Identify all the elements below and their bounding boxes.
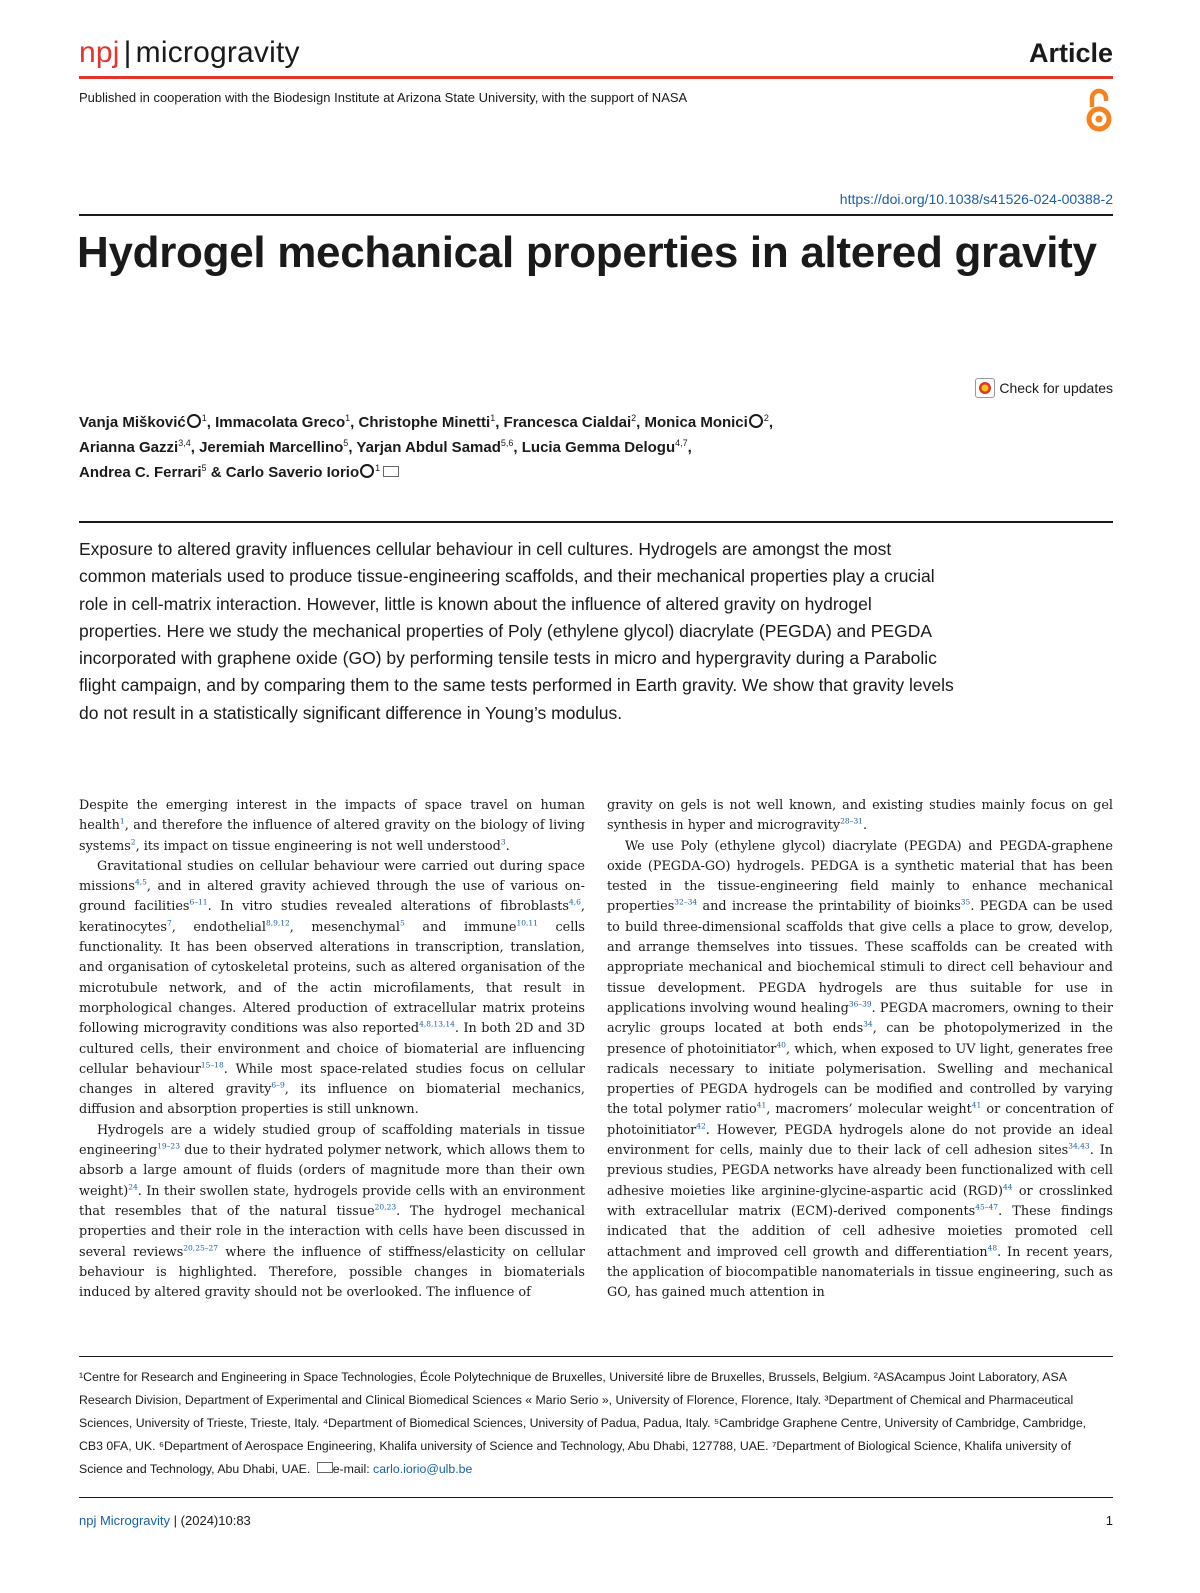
citation-ref[interactable]: 41	[756, 1101, 767, 1111]
citation-ref[interactable]: 10,11	[516, 918, 538, 928]
citation-ref[interactable]: 4,6	[568, 898, 581, 908]
body-column-right	[607, 796, 1113, 1303]
citation-ref[interactable]: 40	[776, 1040, 786, 1050]
footer-separator: |	[173, 1513, 178, 1528]
check-updates-label: Check for updates	[999, 380, 1113, 396]
citation-ref[interactable]: 24	[128, 1182, 138, 1192]
journal-brand[interactable]	[79, 34, 300, 72]
citation-ref[interactable]: 4,5	[134, 877, 147, 887]
citation-ref[interactable]: 28–31	[840, 817, 863, 827]
author-affiliation-sup: 1	[490, 413, 496, 423]
citation-ref[interactable]: 48	[987, 1243, 998, 1253]
author-list	[79, 410, 1120, 485]
citation-ref[interactable]: 19–23	[157, 1141, 180, 1151]
citation-ref[interactable]: 20,25–27	[183, 1243, 219, 1253]
footer-journal-link[interactable]: npj Microgravity	[79, 1513, 171, 1528]
doi-link[interactable]: https://doi.org/10.1038/s41526-024-00388-2	[839, 191, 1113, 207]
author-name[interactable]: Jeremiah Marcellino	[199, 439, 344, 456]
body-column-left	[79, 796, 585, 1303]
orcid-icon[interactable]	[187, 414, 201, 428]
citation-ref[interactable]: 20,23	[374, 1202, 397, 1212]
citation-ref[interactable]: 34	[863, 1020, 873, 1029]
author-name[interactable]: Arianna Gazzi	[79, 439, 179, 456]
journal-header	[79, 34, 1113, 74]
brand-prefix: npj	[79, 36, 120, 69]
check-updates-icon	[975, 378, 995, 398]
author-affiliation-sup: 3,4	[178, 438, 191, 448]
author-name[interactable]: Francesca Cialdai	[503, 414, 632, 431]
author-name[interactable]: Monica Monici	[644, 414, 748, 431]
author-name[interactable]: Yarjan Abdul Samad	[356, 439, 501, 456]
title-rule	[79, 214, 1113, 216]
footer-rule	[79, 1497, 1113, 1498]
body-paragraph: Hydrogels are a widely studied group of scaffolding materials in tissue engineering$^{19-23}$ due to their hydrated polymer network, which allows them to absorb a large amount of fluids (orders of magnitude more than their own weight)$^{24}$. In their swollen state, hydrogels provide cells with an environment that resembles that of the natural tissue$^{20,23}$. The hydrogel mechanical properties and their role in the interaction with cells have been discussed in several reviews$^{20,25-27}$ where the influence of stiffness/elasticity on cellular behaviour is highlighted. Therefore, possible changes in biomaterials induced by altered gravity should not be overlooked. The influence of	[79, 1122, 585, 1301]
email-label: e-mail:	[332, 1462, 370, 1476]
published-note: Published in cooperation with the Biodesign Institute at Arizona State University, with the support of NASA	[79, 90, 688, 105]
author-name[interactable]: Immacolata Greco	[215, 414, 346, 431]
body-paragraph: gravity on gels is not well known, and existing studies mainly focus on gel synthesis in hyper and microgravity$^{28-31}$.	[607, 798, 1113, 834]
affiliations-rule	[79, 1356, 1113, 1357]
orcid-icon[interactable]	[360, 464, 374, 478]
citation-ref[interactable]: 6–11	[189, 898, 208, 908]
citation-ref[interactable]: 4,8,13,14	[419, 1020, 455, 1029]
body-paragraph: Despite the emerging interest in the impacts of space travel on human health$^1$, and therefore the influence of altered gravity on the biology of living systems$^2$, its impact on tissue engineering is not well understood$^3$.	[79, 798, 585, 854]
abstract-rule	[79, 521, 1113, 523]
citation-ref[interactable]: 7	[166, 918, 172, 928]
citation-ref[interactable]: 42	[696, 1121, 706, 1131]
citation-ref[interactable]: 32–34	[674, 898, 698, 908]
citation-ref[interactable]: 2	[130, 837, 136, 847]
author-name[interactable]: Andrea C. Ferrari	[79, 464, 202, 481]
footer-citation	[79, 1513, 251, 1529]
author-name[interactable]: Carlo Saverio Iorio	[225, 464, 360, 481]
check-for-updates-button[interactable]	[975, 378, 1113, 398]
footer-citation-text: (2024)10:83	[180, 1513, 251, 1528]
brand-separator: |	[123, 36, 132, 69]
affiliations	[79, 1366, 1113, 1481]
author-affiliation-sup: 5,6	[500, 438, 514, 448]
citation-ref[interactable]: 5	[400, 918, 405, 928]
body-paragraph: Gravitational studies on cellular behaviour were carried out during space missions$^{4,5}$, and in altered gravity achieved through the use of various on-ground facilities$^{6-11}$. In vitro studies revealed alterations of fibroblasts$^{4,6}$, keratinocytes$^7$, endothelial$^{8,9,12}$, mesenchymal$^5$ and immune$^{10,11}$ cells functionality. It has been observed alterations in transcription, translation, and organisation of cytoskeletal proteins, such as altered organisation of the microtubule network, and of the actin microfilaments, that result in morphological changes. Altered production of extracellular matrix proteins following microgravity conditions was also reported$^{4,8,13,14}$. In both 2D and 3D cultured cells, their environment and choice of biomaterial are influencing cellular behaviour$^{15-18}$. While most space-related studies focus on cellular changes in altered gravity$^{6-9}$, its influence on biomaterial mechanics, diffusion and absorption properties is still unknown.	[79, 858, 586, 1118]
author-affiliation-sup: 2	[763, 413, 769, 423]
author-affiliation-sup: 5	[343, 438, 349, 448]
mail-icon[interactable]	[383, 466, 399, 477]
citation-ref[interactable]: 3	[500, 837, 506, 847]
author-affiliation-sup: 4,7	[675, 438, 688, 448]
citation-ref[interactable]: 6–9	[271, 1080, 285, 1090]
body-paragraph: We use Poly (ethylene glycol) diacrylate (PEGDA) and PEGDA-graphene oxide (PEGDA-GO) hydrogels. PEDGA is a synthetic material that has been tested in the tissue-engineering field mainly to enhance mechanical properties$^{32-34}$ and increase the printability of bioinks$^{35}$. PEGDA can be used to build three-dimensional scaffolds that give cells a place to grow, develop, and arrange themselves into tissues. These scaffolds can be created with appropriate mechanical and biochemical stimuli to direct cell behaviour and tissue development. PEGDA hydrogels are thus suitable for use in applications involving wound healing$^{36-39}$. PEGDA macromers, owning to their acrylic groups located at both ends$^{34}$, can be photopolymerized in the presence of photoinitiator$^{40}$, which, when exposed to UV light, generates free radicals necessary to initiate polymerisation. Swelling and mechanical properties of PEGDA hydrogels can be modified and controlled by varying the total polymer ratio$^{41}$, macromers’ molecular weight$^{41}$ or concentration of photoinitiator$^{42}$. However, PEGDA hydrogels alone do not provide an ideal environment for cells, mainly due to their lack of cell adhesion sites$^{34,43}$. In previous studies, PEGDA networks have already been functionalized with cell adhesive moieties like arginine-glycine-aspartic acid (RGD)$^{44}$ or crosslinked with extracellular matrix (ECM)-derived components$^{45-47}$. These findings indicated that the addition of cell adhesive moieties promoted cell attachment and improved cell growth and differentiation$^{48}$. In recent years, the application of biocompatible nanomaterials in tissue engineering, such as GO, has gained much attention in	[607, 838, 1114, 1301]
email-link[interactable]: carlo.iorio@ulb.be	[373, 1462, 473, 1476]
author-line-2: Arianna Gazzi$^{3,4}$, Jeremiah Marcellino$^5$, Yarjan Abdul Samad$^{5,6}$, Lucia Gemma Delogu$^{4,7}$,	[79, 438, 692, 456]
author-line-1: Vanja Mišković $^1$, Immacolata Greco$^1$, Christophe Minetti$^1$, Francesca Cialdai$^2$, Monica Monici $^2$,	[79, 413, 774, 431]
article-title: Hydrogel mechanical properties in altered gravity	[77, 228, 1097, 277]
author-affiliation-sup: 1	[375, 463, 381, 473]
author-name[interactable]: Christophe Minetti	[358, 414, 491, 431]
citation-ref[interactable]: 45–47	[975, 1202, 999, 1212]
citation-ref[interactable]: 44	[1003, 1182, 1013, 1192]
open-access-icon[interactable]	[1086, 87, 1112, 135]
brand-name: microgravity	[135, 36, 300, 69]
citation-ref[interactable]: 36–39	[848, 999, 872, 1009]
author-name[interactable]: Lucia Gemma Delogu	[521, 439, 676, 456]
author-affiliation-sup: 1	[201, 413, 207, 423]
author-line-3: Andrea C. Ferrari$^5$ & Carlo Saverio Iorio $^1$	[79, 460, 1120, 485]
author-affiliation-sup: 2	[631, 413, 637, 423]
page-number: 1	[1105, 1513, 1113, 1528]
author-affiliation-sup: 1	[345, 413, 351, 423]
header-rule	[79, 76, 1113, 79]
citation-ref[interactable]: 15–18	[200, 1060, 224, 1070]
article-type-label: Article	[1028, 38, 1113, 68]
citation-ref[interactable]: 1	[119, 817, 125, 827]
abstract: Exposure to altered gravity influences cellular behaviour in cell cultures. Hydrogels are amongst the most common materials used to produce tissue-engineering scaffolds, and their mechanical properties play a crucial role in cell-matrix interaction. However, little is known about the influence of altered gravity on hydrogel properties. Here we study the mechanical properties of Poly (ethylene glycol) diacrylate (PEGDA) and PEGDA incorporated with graphene oxide (GO) by performing tensile tests in micro and hypergravity during a Parabolic flight campaign, and by comparing them to the same tests performed in Earth gravity. We show that gravity levels do not result in a statistically significant difference in Young’s modulus.	[79, 539, 954, 723]
affiliations-text: ¹Centre for Research and Engineering in Space Technologies, École Polytechnique de Bruxelles, Université libre de Bruxelles, Brussels, Belgium. ²ASAcampus Joint Laboratory, ASA Research Division, Department of Experimental and Clinical Biomedical Sciences « Mario Serio », University of Florence, Florence, Italy. ³Department of Chemical and Pharmaceutical Sciences, University of Trieste, Trieste, Italy. ⁴Department of Biomedical Sciences, University of Padua, Padua, Italy. ⁵Cambridge Graphene Centre, University of Cambridge, Cambridge, CB3 0FA, UK. ⁶Department of Aerospace Engineering, Khalifa university of Science and Technology, Abu Dhabi, 127788, UAE. ⁷Department of Biological Science, Khalifa university of Science and Technology, Abu Dhabi, UAE.	[79, 1370, 1087, 1476]
orcid-icon[interactable]	[749, 414, 763, 428]
author-affiliation-sup: 5	[201, 463, 207, 473]
citation-ref[interactable]: 41	[971, 1101, 982, 1111]
author-name[interactable]: Vanja Mišković	[79, 414, 186, 431]
citation-ref[interactable]: 34,43	[1068, 1141, 1090, 1151]
citation-ref[interactable]: 35	[960, 898, 971, 908]
citation-ref[interactable]: 8,9,12	[265, 918, 290, 928]
mail-icon	[317, 1462, 333, 1473]
